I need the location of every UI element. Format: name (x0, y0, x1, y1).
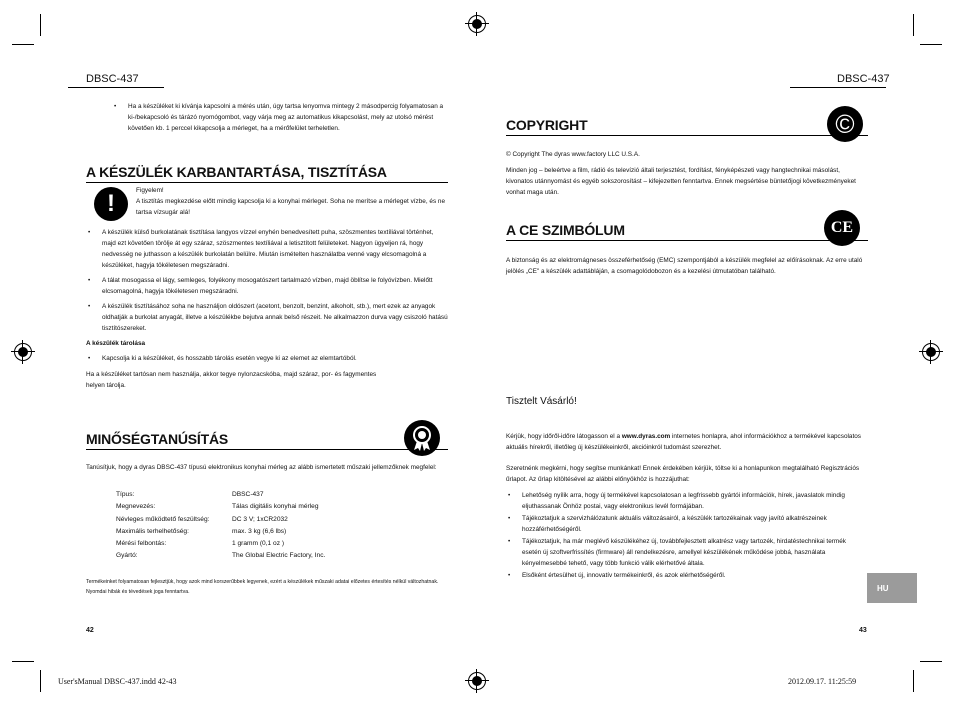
register-text: Szeretnénk megkérni, hogy segítse munkánkat! Ennek érdekében kérjük, töltse ki a honlapunkon megtalálható Regisztrációs űrlapot. Az űrlap kitöltésével az alábbi előnyökhöz is hozzájuthat: (506, 465, 860, 483)
section-rule (86, 182, 448, 183)
ce-title: A CE SZIMBÓLUM (506, 222, 625, 238)
copyright-text: Minden jog – beleértve a film, rádió és televízió általi terjesztést, fordítást, fényképészeti vagy hangtechnikai másolást, kivonatos utánnyomást és egyéb sokszorosítást – kifejezetten fenntartva. Ennek megsértése büntetőjogi következményeket vonhat maga után. (506, 167, 856, 196)
table-row: Maximális terhelhetőség: max. 3 kg (6,6 lbs) (116, 527, 287, 535)
registration-mark-icon (468, 672, 486, 690)
page-number-right: 43 (859, 627, 867, 634)
section-rule (86, 449, 448, 450)
crop-mark (913, 670, 914, 692)
right-page-header: DBSC-437 (837, 73, 890, 85)
language-tab: HU (867, 573, 917, 603)
intro-bullet: • Ha a készüléket ki kívánja kapcsolni a mérés után, úgy tartsa lenyomva mintegy 2 másodpercig folyamatosan a ki-/bekapcsoló és tárázó nyomógombot, vagy várja meg az automatikus kikapcsolást, mely az utolsó mérést követően kb. 1 perccel kikapcsolja a mérleget, ha a mérőfelület terheletlen. (86, 101, 448, 138)
warning-text: Figyelem! A tisztítás megkezdése előtt mindig kapcsolja ki a konyhai mérleget. Soha ne merítse a mérleget vízbe, és ne tartsa vízsugár alá! (136, 187, 446, 216)
crop-mark (920, 44, 942, 45)
benefits-list (506, 490, 866, 585)
registration-mark-icon (922, 343, 940, 361)
spec-table (116, 491, 325, 565)
website-link[interactable]: www.dyras.com (621, 433, 671, 440)
cert-note: Termékeinket folyamatosan fejlesztjük, hogy azok mind korszerűbbek legyenek, ezért a készülékek műszaki adatai előzetes értesítés nélkül változhatnak. Nyomdai hibák és tévedések joga fenntartva. (86, 579, 439, 595)
timestamp: 2012.09.17. 11:25:59 (788, 677, 857, 686)
cert-intro: Tanúsítjuk, hogy a dyras DBSC-437 típusú elektronikus konyhai mérleg az alább ismertetett műszaki jellemzőknek megfelel: (86, 464, 437, 471)
list-item: • Tájékoztatjuk a szervizhálózatunk aktuális változásairól, a készülék tartozékainak vagy javító alkatrészeinek hozzáférhetőségéről. (522, 513, 866, 535)
file-name: User'sManual DBSC-437.indd 42-43 (58, 677, 177, 686)
maintenance-list (86, 227, 448, 391)
cert-title: MINŐSÉGTANÚSÍTÁS (86, 431, 228, 447)
left-page-header: DBSC-437 (86, 73, 139, 85)
list-item: • Lehetőség nyílik arra, hogy új termékével kapcsolatosan a legfrissebb gyártói információk, hírek, javaslatok mindig eljuthassanak Önhöz postai, vagy elektronikus levél formájában. (522, 490, 866, 512)
list-item: • A készülék tisztításához soha ne használjon oldószert (acetont, benzolt, benzint, alkoholt, stb.), mert ezek az anyagok oldhatják a burkolat anyagát, illetve a készülékbe bejutva annak belső részeit. Ne alkalmazzon durva vagy csiszoló hatású tisztítószereket. (102, 301, 448, 334)
visit-text: Kérjük, hogy időről-időre látogasson el a www.dyras.com internetes honlapra, ahol információkhoz a termékével kapcsolatos aktuális hírekről, illetőleg új készülékeinkről, akcióinkról tudomást szerezhet. (506, 433, 861, 451)
copyright-line: © Copyright The dyras www.factory LLC U.S.A. (506, 151, 640, 158)
list-item: • A tálat mosogassa el lágy, semleges, folyékony mosogatószert tartalmazó vízben, majd öblítse le folyóvízben. Mielőtt elcsomagolná, hagyja tökéletesen megszáradni. (102, 275, 448, 297)
section-rule (506, 135, 868, 136)
maintenance-title: A KÉSZÜLÉK KARBANTARTÁSA, TISZTÍTÁSA (86, 164, 387, 180)
table-row: Gyártó: The Global Electric Factory, Inc. (116, 552, 326, 560)
crop-mark (12, 661, 34, 662)
storage-title: A készülék tárolása (86, 340, 146, 347)
section-rule (506, 240, 868, 241)
table-row: Megnevezés: Tálas digitális konyhai mérleg (116, 503, 319, 511)
crop-mark (12, 44, 34, 45)
copyright-icon: © (827, 106, 863, 142)
certificate-rosette-icon (404, 420, 440, 456)
ce-mark-icon: CE (824, 210, 860, 246)
crop-mark (40, 14, 41, 36)
crop-mark (920, 661, 942, 662)
ce-text: A biztonság és az elektromágneses összeférhetőség (EMC) szempontjából a készülék megfelel az előírásoknak. Az erre utaló jelölés „CE" a készülék adattábláján, a csomagolódobozon és a kezelési útmutatóban található. (506, 257, 863, 275)
table-row: Mérési felbontás: 1 gramm (0,1 oz ) (116, 540, 285, 548)
list-item: • Elsőként értesülhet új, innovatív termékeinkről, és azok elérhetőségéről. (522, 570, 866, 581)
list-item: • A készülék külső burkolatának tisztítása langyos vízzel enyhén benedvesített puha, szöszmentes textíliával történhet, majd ezt követően törölje át egy száraz, szöszmentes textíliával a letisztított felületeket. Nagyon ügyeljen rá, hogy nedvesség ne juthasson a készülék burkolatán belülre. Miután ismételten használatba venné vagy elcsomagolná a készüléket, hagyja tökéletesen megszáradni. (102, 227, 448, 271)
header-rule (790, 87, 886, 88)
table-row: Típus: DBSC-437 (116, 491, 264, 498)
header-rule (68, 87, 164, 88)
copyright-title: COPYRIGHT (506, 117, 588, 133)
dear-customer: Tisztelt Vásárló! (506, 396, 577, 407)
crop-mark (913, 14, 914, 36)
crop-mark (40, 670, 41, 692)
list-item: • Kapcsolja ki a készüléket, és hosszabb tárolás esetén vegye ki az elemet az elemtartóból. (102, 353, 448, 364)
exclamation-icon: ! (94, 187, 128, 221)
registration-mark-icon (468, 15, 486, 33)
page-number-left: 42 (86, 627, 94, 634)
storage-text: Ha a készüléket tartósan nem használja, akkor tegye nylonzacskóba, majd száraz, por- és fagymentes helyen tárolja. (86, 371, 377, 389)
list-item: • Tájékoztatjuk, ha már meglévő készülékéhez új, továbbfejlesztett alkatrész vagy tartozék, hirdatéstechnikai termék esetén új szoftverfrissítés (firmware) áll rendelkezésre, amellyel készülékének működése jobbá, használata kényelmesebbé tehető, vagy több funkció válik elérhetővé általa. (522, 536, 866, 569)
registration-mark-icon (14, 343, 32, 361)
table-row: Névleges működtető feszültség: DC 3 V; 1xCR2032 (116, 515, 288, 523)
